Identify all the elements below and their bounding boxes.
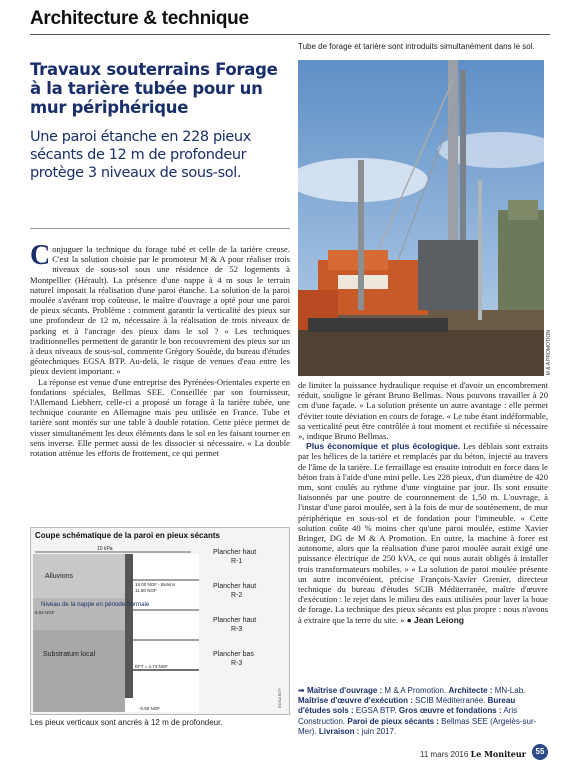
level-label: Plancher haut	[213, 583, 257, 590]
dropcap: C	[30, 240, 51, 271]
credit-key: Livraison :	[318, 726, 360, 736]
arrow-icon: ➡	[298, 686, 307, 695]
footer-brand: Le Moniteur	[470, 749, 526, 759]
photo-credit: M & A PROMOTION	[546, 330, 552, 376]
paragraph: de limiter la puissance hydraulique requise et d'avoir un encombrement réduit, souligne le gérant Bruno Bellmas. Nous pouvons travailler à 20 cm d'une façade. » La solution présente un autre avantage : elle permet d'éviter toute déviation en cours de forage. « Le tube étant indéformable, sa verticalité peut être contrôlée à tout moment et rectifiée si nécessaire », indique Bruno Bellmas.	[298, 380, 548, 442]
mark-butons: 15.00 NGF - Butons	[135, 582, 176, 587]
level-label: Plancher haut	[213, 617, 257, 624]
construction-photo	[298, 60, 544, 376]
credit-key: Maîtrise d'ouvrage :	[306, 686, 383, 695]
credit-value: Aris Construction.	[298, 706, 518, 726]
article-column-2	[298, 380, 548, 625]
diagram	[30, 527, 290, 715]
footer-date: 11 mars 2016	[420, 750, 469, 759]
credit-key: Gros œuvre et fondations :	[398, 706, 502, 716]
credit-key: Architecte :	[448, 686, 493, 695]
section-title: Architecture & technique	[30, 8, 249, 29]
author: Jean Leiong	[413, 614, 465, 625]
level-label: Plancher bas	[213, 651, 254, 658]
paragraph: La réponse est venue d'une entreprise des Pyrénées-Orientales experte en fondations spéciales, Bellmas SEE. Conseillée par son fournisseur, l'Allemand Liebherr, celle-ci a proposé un forage à la tarière tubée, une technique courante en Allemagne mais peu utilisée en France. Tube et tarière sont montés sur une table à double rotation. Cette pièce permet de visser simultanément les deux éléments dans le sol en les faisant tourner en sens inverse. Elle permet aussi de les dissocier si nécessaire. « La double rotation atténue les efforts de frottement, ce qui permet	[30, 376, 290, 459]
headline: Travaux souterrains Forage à la tarière tubée pour un mur périphérique	[30, 60, 278, 117]
credit-value: M & A Promotion.	[382, 686, 449, 695]
mark-eft: EFT = 4.74 NGF	[135, 664, 169, 669]
top-load-label: 10 kPa	[97, 546, 113, 552]
mark-1150: 11.50 NGF	[135, 588, 157, 593]
top-rule	[30, 34, 550, 35]
diagram-credit: EGSA BTP	[277, 688, 282, 708]
subtitle: Plus économique et plus écologique.	[306, 441, 461, 452]
diagram-caption: Les pieux verticaux sont ancrés à 12 m de profondeur.	[30, 718, 223, 727]
subhead: Une paroi étanche en 228 pieux sécants de 12 m de profondeur protège 3 niveaux de sous-sol.	[30, 129, 251, 181]
credit-key: Maîtrise d'œuvre d'exécution :	[298, 696, 413, 706]
level-sub: R-2	[231, 592, 243, 599]
level-label: Plancher haut	[213, 549, 257, 556]
level-sub: R-3	[231, 626, 243, 633]
layer-substratum: Substratum local	[43, 651, 96, 658]
diagram-title: Coupe schématique de la paroi en pieux sécants	[35, 531, 220, 540]
drilling-rig-illustration	[298, 60, 544, 376]
mark-base: -0.50 NGF	[139, 706, 161, 711]
credit-value: EGSA BTP.	[353, 706, 399, 716]
mid-rule	[30, 228, 290, 229]
credit-value: juin 2017.	[359, 726, 397, 736]
page-footer	[420, 749, 526, 759]
page-number: 55	[532, 744, 548, 760]
paragraph: Plus économique et plus écologique. Les déblais sont extraits par les hélices de la tarière et remplacés par du béton, injecté au travers de l'âme de la tarière. Le ferraillage est ensuite introduit en force dans le béton frais à l'aide d'une mini pelle. Les 228 pieux, d'un diamètre de 420 mm, sont coulés au rythme d'une vingtaine par jour. Ils sont ensuite liaisonnés par une poutre de couronnement de 1,50 m. L'ouvrage, à l'instar d'une paroi moulée, sert à la fois de mur de soutènement, de mur périphérique en sous-sol et de fondation pour l'immeuble. « Cette solution coûte 40 % moins cher qu'une paroi moulée, estime Xavier Bringer, DG de M & A Promotion. En outre, la machine à forer est autonome, alors que la réalisation d'une paroi moulée aurait exigé une puissance électrique de 250 kVA, ce qui nous aurait obligés à installer trois transformateurs mobiles. » « La solution de paroi moulée présente un autre inconvénient, précise François-Xavier Grenier, directeur technique du bureau d'études SCIB Méditerranée, maître d'œuvre d'exécution : le rejet dans le milieu des eaux utilisées pour laver la boue de forage. La technique des pieux sécants est plus propre : nous n'avons à extraire que la terre du site. » ● Jean Leiong	[298, 441, 548, 625]
article-column-1	[30, 240, 290, 459]
credit-value: MN-Lab.	[492, 686, 526, 695]
layer-alluvions: Alluvions	[45, 573, 74, 580]
paragraph: Conjuguer la technique du forage tubé et celle de la tarière creuse. C'est la solution choisie par le promoteur M & A pour réaliser trois niveaux de sous-sol sous une résidence de 52 logements à Montpellier (Hérault). La présence d'une nappe à 4 m sous le terrain naturel imposait la réalisation d'une paroi étanche. La solution de la paroi moulée s'avérant trop coûteuse, le maître d'ouvrage a opté pour une paroi de pieux sécants. Problème : comment garantir la verticalité des pieux sur une profondeur de 12 m, nécessaire à la réalisation de trois niveaux de parking et à l'ancrage des pieux dans le sol ? « Les techniques traditionnelles permettent de garantir le bon recouvrement des pieux sur un à deux niveaux de sous-sol, commente Grégory Souède, du bureau d'études géotechniques EGSA BTP. Au-delà, le risque de venues d'eau entre les pieux devient important. »	[30, 240, 290, 377]
credit-value: SCIB Méditerranée.	[412, 696, 488, 706]
photo-caption: Tube de forage et tarière sont introduits simultanément dans le sol.	[298, 42, 535, 51]
layer-water-table: Niveau de la nappe en période normale	[41, 601, 150, 608]
pile-section-diagram	[31, 528, 289, 714]
credit-value: Bellmas SEE (Argelès-sur-Mer).	[298, 716, 537, 736]
level-sub: R-3	[231, 660, 243, 667]
credit-key: Bureau d'études sols :	[298, 696, 516, 716]
credits-box	[298, 686, 548, 737]
level-sub: R-1	[231, 558, 243, 565]
mark-904: 9.04 NGF	[35, 610, 55, 615]
credit-key: Paroi de pieux sécants :	[347, 716, 439, 726]
